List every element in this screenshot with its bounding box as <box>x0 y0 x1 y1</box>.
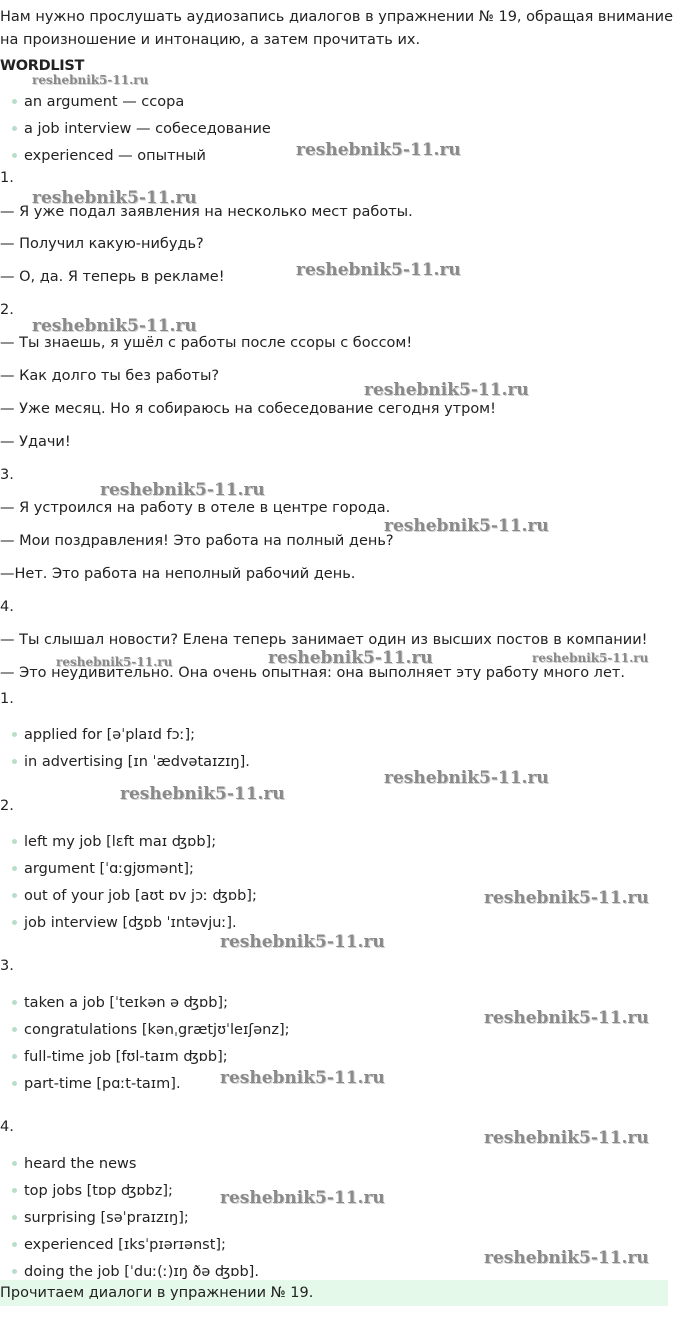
dialogue-number: 3. <box>0 467 14 483</box>
bullet-icon <box>12 126 17 131</box>
phrase-item: applied for [əˈplaɪd fɔː]; <box>12 725 195 745</box>
phrase-item: part-time [pɑːt-taɪm]. <box>12 1074 181 1094</box>
intro-text: Нам нужно прослушать аудиозапись диалогов в упражнении № 19, обращая внимание на произношение и интонацию, а затем прочитать их. <box>0 9 674 48</box>
dialogue-line: — О, да. Я теперь в рекламе! <box>0 269 225 285</box>
watermark: reshebnik5-11.ru <box>384 516 549 536</box>
bullet-icon <box>12 153 17 158</box>
bullet-icon <box>12 1000 17 1005</box>
watermark: reshebnik5-11.ru <box>32 316 197 336</box>
bullet-icon <box>12 1027 17 1032</box>
watermark: reshebnik5-11.ru <box>484 1248 649 1268</box>
watermark: reshebnik5-11.ru <box>32 188 197 208</box>
phrase-item: left my job [lɛft maɪ ʤɒb]; <box>12 832 216 852</box>
phrase-item: full-time job [fʊl-taɪm ʤɒb]; <box>12 1047 228 1067</box>
phrase-item: doing the job [ˈduː(ː)ɪŋ ðə ʤɒb]. <box>12 1262 259 1282</box>
dialogue-line: — Как долго ты без работы? <box>0 368 220 384</box>
phrase-item: out of your job [aʊt ɒv jɔː ʤɒb]; <box>12 886 257 906</box>
dialogue-line: — Я устроился на работу в отеле в центре города. <box>0 500 391 516</box>
dialogue-line: — Ты слышал новости? Елена теперь занимает один из высших постов в компании! <box>0 632 648 648</box>
bullet-icon <box>12 839 17 844</box>
phrase-group-number: 4. <box>0 1119 14 1135</box>
dialogue-line: —Нет. Это работа на неполный рабочий день. <box>0 566 356 582</box>
wordlist-heading: WORDLIST <box>0 58 85 74</box>
phrase-item: argument [ˈɑːgjʊmənt]; <box>12 859 194 879</box>
phrase-item: surprising [səˈpraɪzɪŋ]; <box>12 1208 189 1228</box>
dialogue-number: 1. <box>0 170 14 186</box>
bullet-icon <box>12 732 17 737</box>
bullet-icon <box>12 1054 17 1059</box>
watermark: reshebnik5-11.ru <box>364 380 529 400</box>
bullet-icon <box>12 1215 17 1220</box>
phrase-item: heard the news <box>12 1154 136 1174</box>
watermark: reshebnik5-11.ru <box>220 1188 385 1208</box>
dialogue-line: — Это неудивительно. Она очень опытная: она выполняет эту работу много лет. <box>0 665 625 681</box>
watermark: reshebnik5-11.ru <box>100 480 265 500</box>
bullet-icon <box>12 1188 17 1193</box>
watermark: reshebnik5-11.ru <box>484 1128 649 1148</box>
phrase-group-number: 2. <box>0 798 14 814</box>
footer-note: Прочитаем диалоги в упражнении № 19. <box>0 1280 668 1306</box>
dialogue-line: — Уже месяц. Но я собираюсь на собеседование сегодня утром! <box>0 401 496 417</box>
watermark: reshebnik5-11.ru <box>384 768 549 788</box>
watermark: reshebnik5-11.ru <box>220 932 385 952</box>
bullet-icon <box>12 1161 17 1166</box>
watermark: reshebnik5-11.ru <box>220 1068 385 1088</box>
wordlist-item: experienced — опытный <box>12 146 206 166</box>
phrase-item: congratulations [kənˌgrætjʊˈleɪʃənz]; <box>12 1020 290 1040</box>
phrase-item: top jobs [tɒp ʤɒbz]; <box>12 1181 173 1201</box>
phrase-item: taken a job [ˈteɪkən ə ʤɒb]; <box>12 993 228 1013</box>
bullet-icon <box>12 893 17 898</box>
dialogue-number: 2. <box>0 302 14 318</box>
watermark: reshebnik5-11.ru <box>268 648 433 668</box>
dialogue-line: — Ты знаешь, я ушёл с работы после ссоры с боссом! <box>0 335 413 351</box>
watermark: reshebnik5-11.ru <box>296 260 461 280</box>
phrase-item: job interview [ʤɒb ˈɪntəvjuː]. <box>12 913 237 933</box>
watermark: reshebnik5-11.ru <box>296 140 461 160</box>
dialogue-line: — Я уже подал заявления на несколько мест работы. <box>0 204 413 220</box>
bullet-icon <box>12 759 17 764</box>
watermark: reshebnik5-11.ru <box>532 651 649 665</box>
bullet-icon <box>12 1242 17 1247</box>
phrase-group-number: 1. <box>0 691 14 707</box>
watermark: reshebnik5-11.ru <box>484 888 649 908</box>
wordlist-item: an argument — ссора <box>12 92 184 112</box>
dialogue-line: — Получил какую-нибудь? <box>0 236 204 252</box>
phrase-group-number: 3. <box>0 958 14 974</box>
bullet-icon <box>12 1081 17 1086</box>
dialogue-number: 4. <box>0 599 14 615</box>
phrase-item: in advertising [ɪn ˈædvətaɪzɪŋ]. <box>12 752 250 772</box>
watermark: reshebnik5-11.ru <box>32 73 149 87</box>
dialogue-line: — Удачи! <box>0 434 71 450</box>
wordlist-item: a job interview — собеседование <box>12 119 271 139</box>
watermark: reshebnik5-11.ru <box>120 784 285 804</box>
dialogue-line: — Мои поздравления! Это работа на полный день? <box>0 533 394 549</box>
watermark: reshebnik5-11.ru <box>484 1008 649 1028</box>
watermark: reshebnik5-11.ru <box>56 655 173 669</box>
bullet-icon <box>12 99 17 104</box>
bullet-icon <box>12 1269 17 1274</box>
bullet-icon <box>12 866 17 871</box>
bullet-icon <box>12 920 17 925</box>
phrase-item: experienced [ɪksˈpɪərɪənst]; <box>12 1235 226 1255</box>
